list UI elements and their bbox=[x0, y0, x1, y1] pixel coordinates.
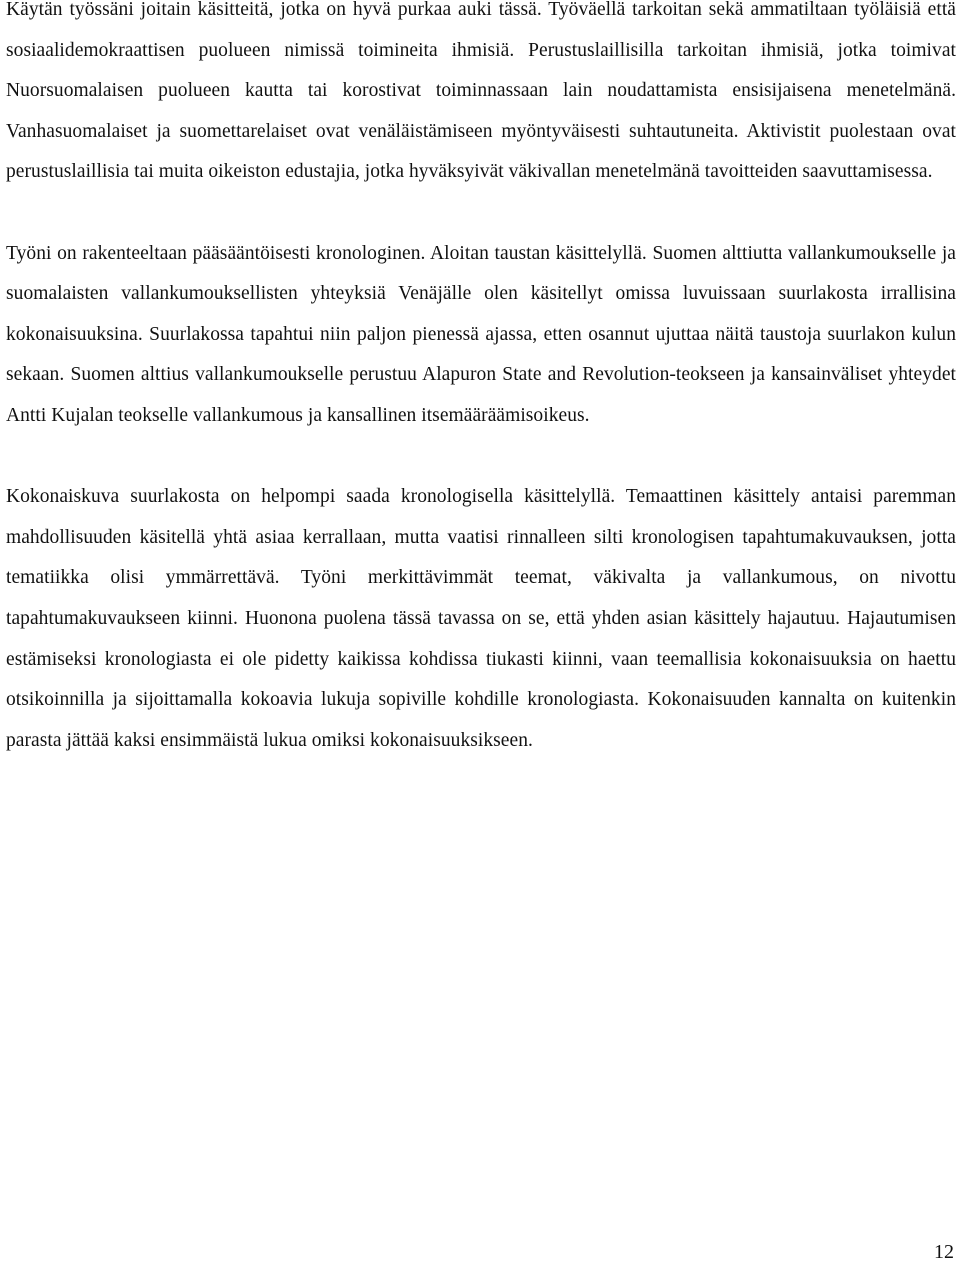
paragraph-concepts: Käytän työssäni joitain käsitteitä, jotka on hyvä purkaa auki tässä. Työväellä tarkoitan sekä ammatiltaan työläisiä että sosiaalidemokraattisen puolueen nimissä toimineita ihmisiä. Perustuslaillisilla tarkoitan ihmisiä, jotka toimivat Nuorsuomalaisen puolueen kautta tai korostivat toiminnassaan lain noudattamista ensisijaisena menetelmänä. Vanhasuomalaiset ja suomettarelaiset ovat venäläistämiseen myöntyväisesti suhtautuneita. Aktivistit puolestaan ovat perustuslaillisia tai muita oikeiston edustajia, jotka hyväksyivät väkivallan menetelmänä tavoitteiden saavuttamisessa. bbox=[6, 0, 956, 183]
paragraph-chronology: Kokonaiskuva suurlakosta on helpompi saada kronologisella käsittelyllä. Temaattinen käsittely antaisi paremman mahdollisuuden käsitellä yhtä asiaa kerrallaan, mutta vaatisi rinnalleen silti kronologisen tapahtumakuvauksen, jotta tematiikka olisi ymmärrettävä. Työni merkittävimmät teemat, väkivalta ja vallankumous, on nivottu tapahtumakuvaukseen kiinni. Huonona puolena tässä tavassa on se, että yhden asian käsittely hajautuu. Hajautumisen estämiseksi kronologiasta ei ole pidetty kaikissa kohdissa tiukasti kiinni, vaan teemallisia kokonaisuuksia on haettu otsikoinnilla ja sijoittamalla kokoavia lukuja sopiville kohdille kronologiasta. Kokonaisuuden kannalta on kuitenkin parasta jättää kaksi ensimmäistä lukua omiksi kokonaisuuksikseen. bbox=[6, 486, 956, 751]
body-text bbox=[6, 0, 956, 761]
page-number: 12 bbox=[934, 1241, 954, 1263]
paragraph-structure: Työni on rakenteeltaan pääsääntöisesti kronologinen. Aloitan taustan käsittelyllä. Suomen alttiutta vallankumoukselle ja suomalaisten vallankumouksellisten yhteyksiä Venäjälle olen käsitellyt omissa luvuissaan suurlakosta irrallisina kokonaisuuksina. Suurlakossa tapahtui niin paljon pienessä ajassa, etten osannut ujuttaa näitä taustoja suurlakon kulun sekaan. Suomen alttius vallankumoukselle perustuu Alapuron State and Revolution-teokseen ja kansainväliset yhteydet Antti Kujalan teokselle vallankumous ja kansallinen itsemääräämisoikeus. bbox=[6, 242, 956, 426]
